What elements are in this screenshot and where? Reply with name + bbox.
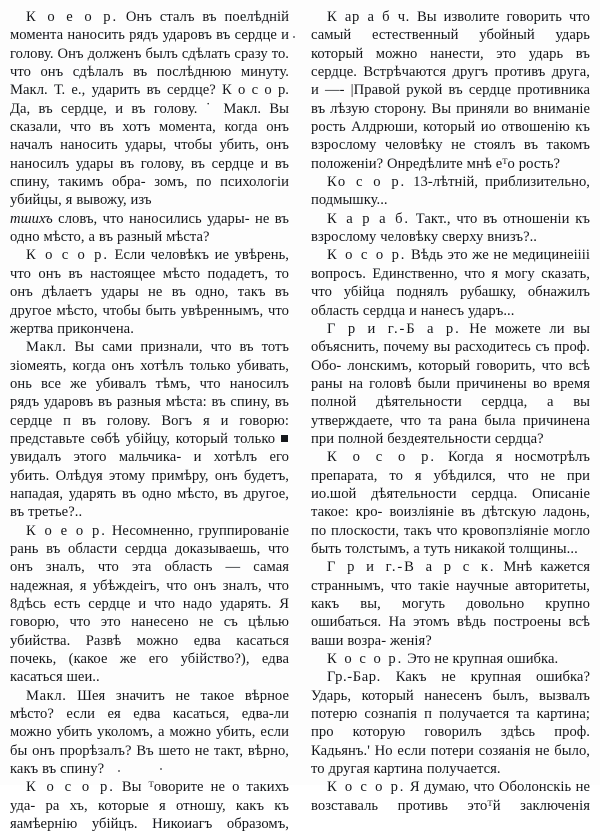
- paragraph-text: Когда я носмотрѣлъ препарата, то я убѣдился, что не при ио.шой дѣятельности сердца. Описаніе такое: кро- воизліяніе въ дѣтскую ладонь, по плоскости, такъ что кровопзліяніе могло быть толстымъ, а туть никакой толщины...: [311, 449, 590, 557]
- speaker-label: Г р и г.-В а р с к.: [327, 559, 496, 576]
- speaker-label: К о с о р.: [327, 779, 406, 796]
- paragraph-text: Вы изволите говорить что самый естественный убойный ударь который можно нанести, это ударь въ сердце. Встрѣчаются другъ противъ друга, и —- |Правой рукой въ сердце противника въ лѣзую сторону. Вы приняли во вниманіе рость Алдрюши, который ио отвошенію къ взрослому человѣку не стоялъ въ такомъ положеніи? Онредѣлите мнѣ еᵀо рость?: [311, 9, 590, 172]
- italic-word: тшихъ: [10, 210, 53, 227]
- paragraph: [311, 173, 590, 210]
- paragraph-text: Несомненно, группированіе рань въ области сердца доказываешь, что онъ зналъ, что эта область — самая надежная, я убѣждеіrъ, что онъ зналъ, что 8дѣсь есть сердце и что надо ударять. Я говорю, что это нанесено не съ цѣлью убийства. Развѣ можно едва касаться почекь, (какое же его убійство?), едва касаться шеи..: [10, 522, 289, 686]
- speaker-label: Макл.: [26, 687, 67, 704]
- speaker-label: К а р а б.: [327, 210, 410, 227]
- scan-speck: [118, 770, 120, 772]
- speaker-label: К о с о р.: [327, 247, 407, 264]
- paragraph: [10, 338, 289, 521]
- speaker-label: К о с о р.: [26, 779, 115, 796]
- paragraph-text: Такт., что въ отношеніи къ взрослому человѣку сверху внизъ?..: [311, 210, 590, 246]
- paragraph-text: Не можете ли вы объяснить, почему вы расходитесь съ проф. Обо- лонскимъ, который говорить, что всѣ раны на головѣ были причинены во время полной дѣятельности сердца, а вы утверждаете, что та рана была причинена при полной бездеятельности сердца?: [311, 320, 590, 447]
- speaker-label: К о е о р.: [26, 522, 107, 539]
- paragraph-text: Я думаю, что Оболонскіь не возставаль противь этоᵀй заключенія: [311, 779, 590, 814]
- paragraph: [311, 778, 590, 815]
- paragraph: [10, 778, 289, 833]
- paragraph: [10, 210, 289, 247]
- paragraph-text: словъ, что наносились удары- не въ одно мѣсто, а въ разный мѣста?: [10, 210, 289, 246]
- speaker-label: Г р и г.-Б а р.: [327, 320, 461, 337]
- paragraph-text: Вѣдь это же не медицинеіііі вопросъ. Единственно, что я могу сказать, что убійца поднялъ рубашку, обнажилъ область сердца и нанесъ ударъ...: [311, 247, 590, 319]
- paragraph: [10, 246, 289, 338]
- paragraph: [311, 668, 590, 778]
- speaker-label: К о с о р.: [327, 449, 436, 466]
- scan-speck: [160, 768, 162, 770]
- paragraph: [311, 8, 590, 173]
- paragraph: [10, 522, 289, 687]
- speaker-label: К о с о р.: [26, 247, 109, 264]
- paragraph-text: 13-лѣтній, приблизительно, подмышку...: [311, 174, 591, 209]
- paragraph-text: Это не крупная ошибка.: [407, 651, 559, 668]
- paragraph-text: Если человѣкъ ие увѣрень, что онъ въ настоящее мѣсто подадетъ, то онъ дѣлаетъ удары не въ одно, такъ въ другое мѣсто, чтобы быть увѣреннымъ, что жертва прикончена.: [10, 247, 289, 337]
- ink-blot-artifact: [281, 435, 288, 442]
- scan-speck: [293, 36, 295, 38]
- paragraph: [311, 246, 590, 319]
- paragraph: [311, 210, 590, 247]
- paragraph-text: Вы ᵀоворите не о такихъ уда- ра хъ, которые я отношу, какъ къ яамѣернію убійцъ. Никоиагъ образомъ,: [10, 779, 289, 833]
- speaker-label: К ар а б ч.: [327, 9, 410, 25]
- paragraph-text: Какъ не крупная ошибка? Ударь, который нанесенъ былъ, вызвалъ потерю сознапія п получается та картина; про которую говорилъ здѣсь проф. Кадьянъ.' Но если потери созяанія не было, то другая картина получается.: [311, 669, 590, 778]
- speaker-label: Ко с о р.: [327, 174, 407, 191]
- paragraph: [10, 8, 289, 210]
- paragraph: [311, 320, 590, 448]
- speaker-label: Макл.: [26, 339, 67, 356]
- speaker-label: К о с о р.: [327, 651, 404, 668]
- paragraph-text: Шея значитъ не такое вѣрное мѣсто? если ея едва касаться, едва-ли можно убить уколомъ, а можно убить, если бы онъ прорѣзалъ? Въ шето не такт, вѣрно, какъ въ спину?: [10, 687, 289, 778]
- column-left: [10, 8, 290, 833]
- paragraph: [311, 558, 590, 650]
- paragraph: [311, 448, 590, 558]
- speaker-label: Гр.-Бар.: [327, 669, 381, 686]
- paragraph-text: Мнѣ кажется страннымъ, что такіе научные авторитеты, какъ вы, могуть довольно крупно ошибаться. На этомъ вѣдь построены всѣ ваши возра- женія?: [311, 559, 590, 649]
- paragraph: [10, 687, 289, 779]
- paragraph-text: Онъ сталъ въ поелѣдній момента наносить рядъ ударовъ въ сердце и голову. Онъ долженъ былъ сдѣлать сразу то. что онъ сдѣлалъ въ послѣднюю минуту. Макл. Т. е., ударить въ сердце? К о с о р. Да, въ сердце, и въ голову. ˙ Макл. Вы сказали, что въ хотъ момента, когда онъ началъ наносить удары, чтобы убить, онъ наносилъ удары въ голову, въ сердце и въ спину, такимъ обра- зомъ, по психологіи убийцы, я вывожу, изъ: [10, 9, 289, 209]
- speaker-label: К о е о р.: [26, 9, 119, 25]
- paragraph: [311, 650, 590, 668]
- paragraph-text: Вы сами признали, что въ тотъ зіомеять, когда онъ хотѣлъ только убивать, онь все же убивалъ тѣмъ, что наносилъ рядъ ударовъ въ разныя мѣста: въ спину, въ сердце п въ голову. Вогъ я и говорю: представьте сѳбѣ убійцу, который только увидалъ этого мальчика- и хотѣлъ его убить. Олѣдуя этому примѣру, онъ будетъ, нападая, ударять въ одно мѣсто, въ другое, въ третье?..: [10, 339, 290, 521]
- column-right: [311, 8, 591, 814]
- column-container: [10, 8, 591, 833]
